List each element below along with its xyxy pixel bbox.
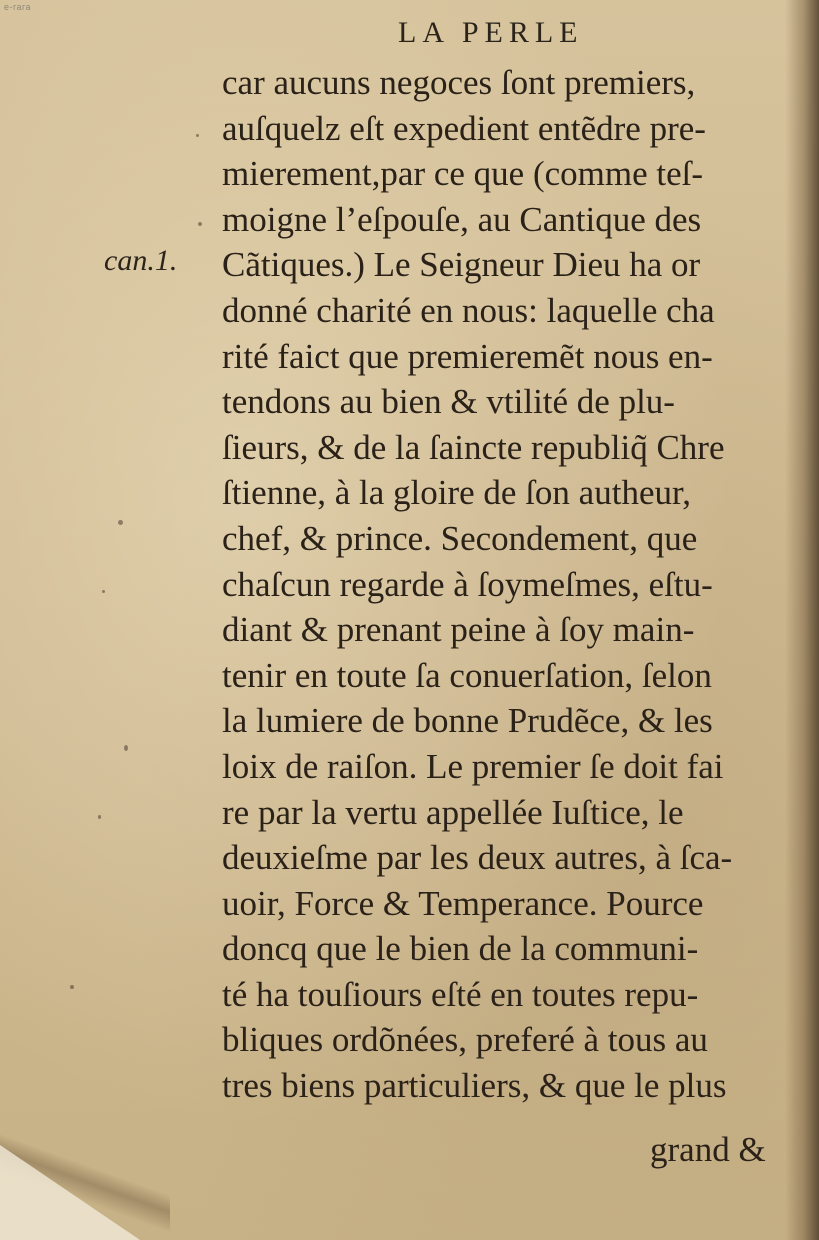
ink-speck (196, 134, 199, 137)
running-head: LA PERLE (398, 16, 584, 49)
text-line: donné charité en nous: laquelle cha (222, 290, 715, 330)
ink-speck (98, 815, 101, 819)
corner-fold (0, 1145, 140, 1240)
ink-speck (118, 520, 123, 525)
text-line: car aucuns negoces ſont premiers, (222, 63, 696, 102)
text-line: Cãtiques.) Le Seigneur Dieu ha or (222, 245, 701, 285)
text-line: tendons au bien & vtilité de plu- (222, 382, 675, 422)
catchword: grand & (650, 1130, 766, 1169)
text-line: ſieurs, & de la ſaincte republiq̃ Chre (222, 427, 725, 467)
text-line: moigne l’eſpouſe, au Cantique des (222, 199, 702, 239)
text-line: bliques ordõnées, preferé à tous au (222, 1020, 708, 1060)
text-line: té ha touſiours eſté en toutes repu- (222, 974, 699, 1014)
ink-speck (124, 745, 128, 751)
library-stamp: e-rara (4, 2, 32, 12)
ink-speck (102, 590, 105, 593)
text-line: ſtienne, à la gloire de ſon autheur, (222, 473, 691, 513)
marginal-note: can.1. (104, 244, 178, 277)
text-line: tenir en toute ſa conuerſation, ſelon (222, 655, 712, 695)
text-line: chef, & prince. Secondement, que (222, 518, 698, 558)
body-text (222, 60, 802, 1109)
ink-speck (198, 222, 202, 226)
text-line: loix de raiſon. Le premier ſe doit fai (222, 746, 724, 786)
text-line: doncq que le bien de la communi- (222, 929, 699, 969)
text-line: re par la vertu appellée Iuſtice, le (222, 792, 684, 832)
text-line: uoir, Force & Temperance. Pource (222, 883, 704, 923)
text-line: diant & prenant peine à ſoy main- (222, 610, 695, 650)
ink-speck (70, 985, 74, 989)
text-line: rité faict que premieremẽt nous en- (222, 336, 713, 376)
text-line: mierement,par ce que (comme teſ- (222, 154, 704, 194)
text-line: tres biens particuliers, & que le plus (222, 1066, 727, 1106)
text-line: la lumiere de bonne Prudẽce, & les (222, 701, 713, 741)
text-line: deuxieſme par les deux autres, à ſca- (222, 838, 733, 878)
text-line: chaſcun regarde à ſoymeſmes, eſtu- (222, 564, 713, 604)
text-line: auſquelz eſt expedient entẽdre pre- (222, 108, 706, 148)
